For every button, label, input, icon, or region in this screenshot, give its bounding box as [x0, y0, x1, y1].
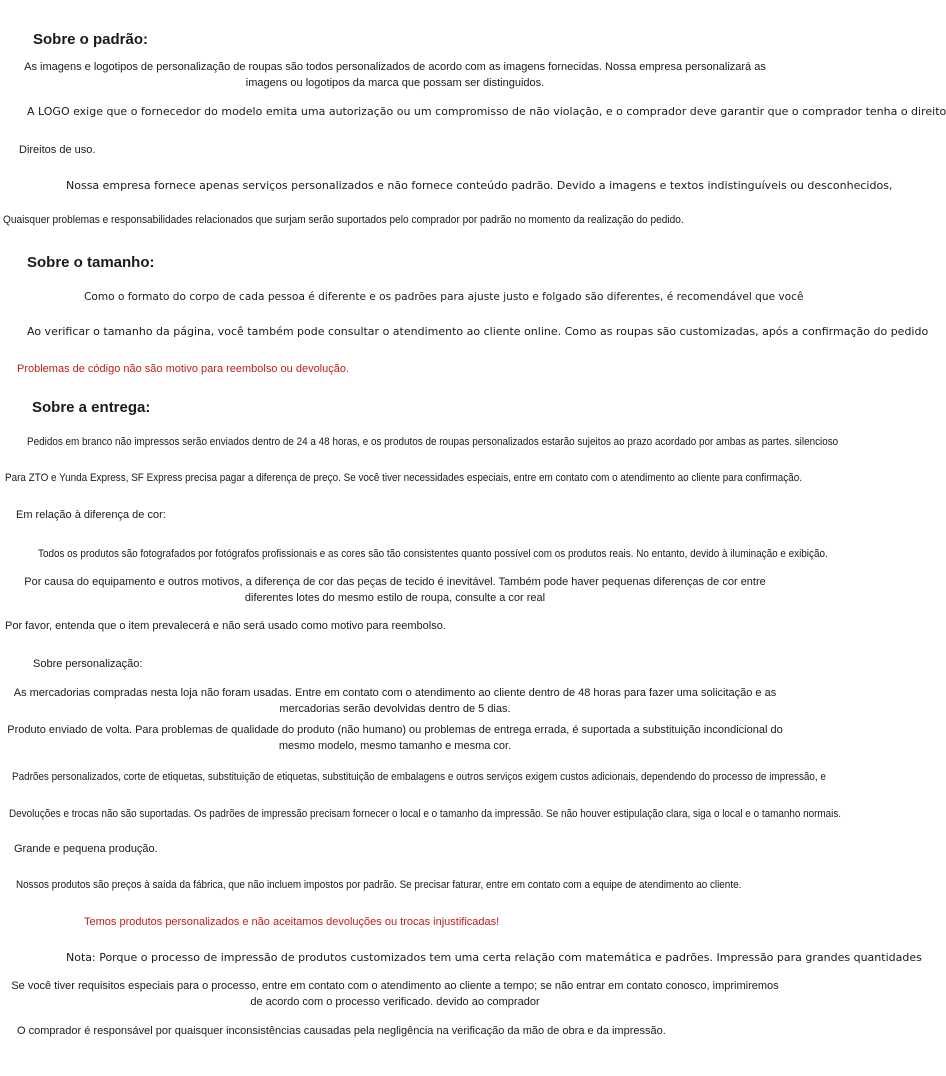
section-heading-standard: Sobre o padrão: — [33, 31, 149, 48]
paragraph: Por causa do equipamento e outros motivos, a diferença de cor das peças de tecido é inevitável. Também pode haver pequenas diferenças de cor entre diferentes lotes do mesmo estilo de roupa, consulte a cor real — [24, 576, 766, 604]
paragraph: A LOGO exige que o fornecedor do modelo emita uma autorização ou um compromisso de não violação, e o comprador deve garantir que o comprador tenha o direito — [27, 105, 946, 118]
section-heading-customization: Sobre personalização: — [33, 658, 143, 670]
paragraph: As imagens e logotipos de personalização de roupas são todos personalizados de acordo com as imagens fornecidas. Nossa empresa personalizará as imagens ou logotipos da marca que possam ser distinguidos. — [24, 61, 766, 89]
paragraph: Para ZTO e Yunda Express, SF Express precisa pagar a diferença de preço. Se você tiver necessidades especiais, entre em contato com o atendimento ao cliente para confirmação. — [5, 472, 803, 484]
paragraph: Ao verificar o tamanho da página, você também pode consultar o atendimento ao cliente online. Como as roupas são customizadas, após a confirmação do pedido — [27, 325, 929, 338]
paragraph: Direitos de uso. — [19, 144, 96, 156]
paragraph: Pedidos em branco não impressos serão enviados dentro de 24 a 48 horas, e os produtos de roupas personalizados estarão sujeitos ao prazo acordado por ambas as partes. silencioso — [27, 436, 839, 448]
warning-text: Problemas de código não são motivo para reembolso ou devolução. — [17, 363, 350, 375]
paragraph: Em relação à diferença de cor: — [16, 509, 166, 521]
paragraph: As mercadorias compradas nesta loja não foram usadas. Entre em contato com o atendimento ao cliente dentro de 48 horas para fazer uma solicitação e as mercadorias serão devolvidas dentro de 5 dias. — [13, 687, 777, 715]
paragraph: Como o formato do corpo de cada pessoa é diferente e os padrões para ajuste justo e folgado são diferentes, é recomendável que você — [84, 290, 804, 303]
paragraph: O comprador é responsável por quaisquer inconsistências causadas pela negligência na verificação da mão de obra e da impressão. — [17, 1025, 666, 1037]
paragraph: Se você tiver requisitos especiais para o processo, entre em contato com o atendimento ao cliente a tempo; se não entrar em contato conosco, imprimiremos de acordo com o processo verificado. devido ao comprador — [11, 980, 779, 1008]
note-text: Nota: Porque o processo de impressão de produtos customizados tem uma certa relação com matemática e padrões. Impressão para grandes quantidades — [66, 951, 922, 964]
paragraph: Nossos produtos são preços à saída da fábrica, que não incluem impostos por padrão. Se precisar faturar, entre em contato com a equipe de atendimento ao cliente. — [16, 879, 742, 891]
section-heading-size: Sobre o tamanho: — [27, 254, 155, 271]
paragraph: Grande e pequena produção. — [14, 843, 158, 855]
paragraph: Por favor, entenda que o item prevalecerá e não será usado como motivo para reembolso. — [5, 620, 446, 632]
section-heading-delivery: Sobre a entrega: — [32, 399, 151, 416]
paragraph: Padrões personalizados, corte de etiquetas, substituição de etiquetas, substituição de embalagens e outros serviços exigem custos adicionais, dependendo do processo de impressão, e — [12, 771, 826, 783]
paragraph: Devoluções e trocas não são suportadas. Os padrões de impressão precisam fornecer o local e o tamanho da impressão. Se não houver estipulação clara, siga o local e o tamanho normais. — [9, 808, 842, 820]
paragraph: Todos os produtos são fotografados por fotógrafos profissionais e as cores são tão consistentes quanto possível com os produtos reais. No entanto, devido à iluminação e exibição. — [38, 548, 828, 560]
paragraph: Quaisquer problemas e responsabilidades relacionados que surjam serão suportados pelo comprador por padrão no momento da realização do pedido. — [3, 214, 684, 226]
paragraph: Nossa empresa fornece apenas serviços personalizados e não fornece conteúdo padrão. Devido a imagens e textos indistinguíveis ou desconhecidos, — [66, 179, 893, 192]
warning-text: Temos produtos personalizados e não aceitamos devoluções ou trocas injustificadas! — [84, 916, 500, 928]
paragraph: Produto enviado de volta. Para problemas de qualidade do produto (não humano) ou problemas de entrega errada, é suportada a substituição incondicional do mesmo modelo, mesmo tamanho e mesma cor. — [7, 724, 783, 752]
